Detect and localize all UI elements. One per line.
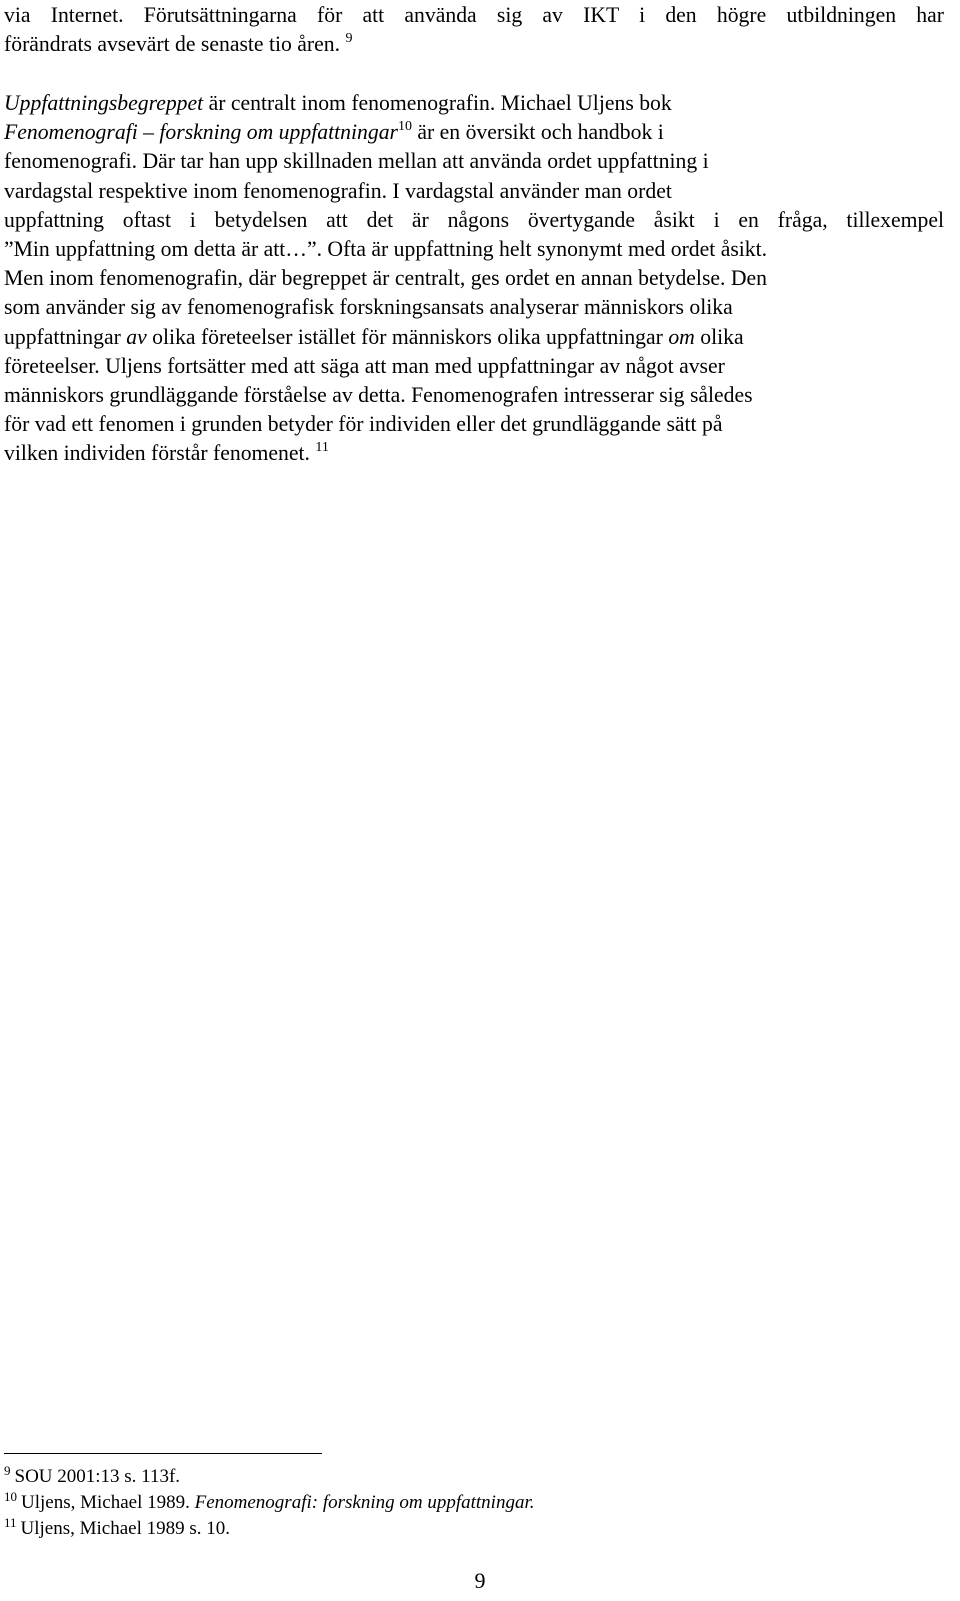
- paragraph-line: [4, 30, 944, 59]
- footnote-text: Uljens, Michael 1989.: [21, 1492, 195, 1513]
- paragraph-text: via Internet. Förutsättningarna för att använda sig av IKT i den högre utbildningen har: [4, 3, 944, 27]
- page-number: 9: [474, 1568, 486, 1593]
- paragraph-line: [4, 177, 944, 206]
- paragraph-line: [4, 381, 944, 410]
- footnote-number: 9: [4, 1462, 11, 1478]
- paragraph-line: [4, 293, 944, 322]
- paragraph-text: människors grundläggande förståelse av detta. Fenomenografen intresserar sig således: [4, 382, 753, 407]
- paragraph-text: uppfattning oftast i betydelsen att det är någons övertygande åsikt i en fråga, tillexempel: [4, 207, 944, 232]
- paragraph-line: [4, 1, 944, 30]
- paragraph-line: [4, 89, 944, 118]
- footnotes: [4, 1464, 904, 1542]
- paragraph-line: [4, 264, 944, 293]
- paragraph-line: [4, 118, 944, 147]
- paragraph-text: vardagstal respektive inom fenomenografin. I vardagstal använder man ordet: [4, 178, 672, 203]
- footnote-10: [4, 1490, 904, 1516]
- paragraph-text: är en översikt och handbok i: [411, 120, 664, 145]
- paragraph-line: [4, 323, 944, 352]
- footnote-11: [4, 1516, 904, 1542]
- paragraph-ikt: [4, 1, 944, 59]
- paragraph-text: olika: [694, 324, 744, 349]
- footnote-reference-9: 9: [345, 31, 353, 47]
- paragraph-text: som använder sig av fenomenografisk forskningsansats analyserar människors olika: [4, 295, 733, 320]
- paragraph-text: fenomenografi. Där tar han upp skillnaden mellan att använda ordet uppfattning i: [4, 149, 709, 174]
- emphasis-italic: om: [668, 324, 695, 349]
- emphasis-italic: av: [126, 324, 147, 349]
- footnote-text: Uljens, Michael 1989 s. 10.: [20, 1518, 231, 1539]
- paragraph-text: vilken individen förstår fenomenet.: [4, 441, 310, 466]
- footnote-reference-10: 10: [397, 119, 412, 135]
- footnote-text: SOU 2001:13 s. 113f.: [14, 1466, 181, 1487]
- paragraph-line: [4, 439, 944, 468]
- paragraph-text: företeelser. Uljens fortsätter med att säga att man med uppfattningar av något avser: [4, 353, 725, 378]
- term-italic: Uppfattningsbegreppet: [4, 91, 204, 115]
- paragraph-text: förändrats avsevärt de senaste tio åren.: [4, 32, 341, 57]
- footnote-separator: [4, 1453, 322, 1454]
- paragraph-line: [4, 206, 944, 235]
- paragraph-text: Men inom fenomenografin, där begreppet är centralt, ges ordet en annan betydelse. Den: [4, 266, 767, 291]
- paragraph-line: [4, 410, 944, 439]
- paragraph-uppfattning: [4, 89, 944, 468]
- paragraph-line: [4, 235, 944, 264]
- footnote-9: [4, 1464, 904, 1490]
- book-title-italic: Fenomenografi – forskning om uppfattningar: [4, 120, 398, 145]
- paragraph-text: för vad ett fenomen i grunden betyder för individen eller det grundläggande sätt på: [4, 412, 723, 437]
- footnote-reference-11: 11: [315, 440, 329, 456]
- paragraph-text: är centralt inom fenomenografin. Michael Uljens bok: [203, 91, 672, 115]
- paragraph-text: ”Min uppfattning om detta är att…”. Ofta är uppfattning helt synonymt med ordet åsikt.: [4, 236, 768, 261]
- footnote-book-title: Fenomenografi: forskning om uppfattningar.: [194, 1492, 535, 1513]
- paragraph-text: uppfattningar: [4, 324, 127, 349]
- paragraph-line: [4, 147, 944, 176]
- paragraph-line: [4, 352, 944, 381]
- paragraph-text: olika företeelser istället för människors olika uppfattningar: [146, 324, 669, 349]
- footnote-number: 10: [4, 1488, 17, 1504]
- footnote-number: 11: [4, 1514, 17, 1530]
